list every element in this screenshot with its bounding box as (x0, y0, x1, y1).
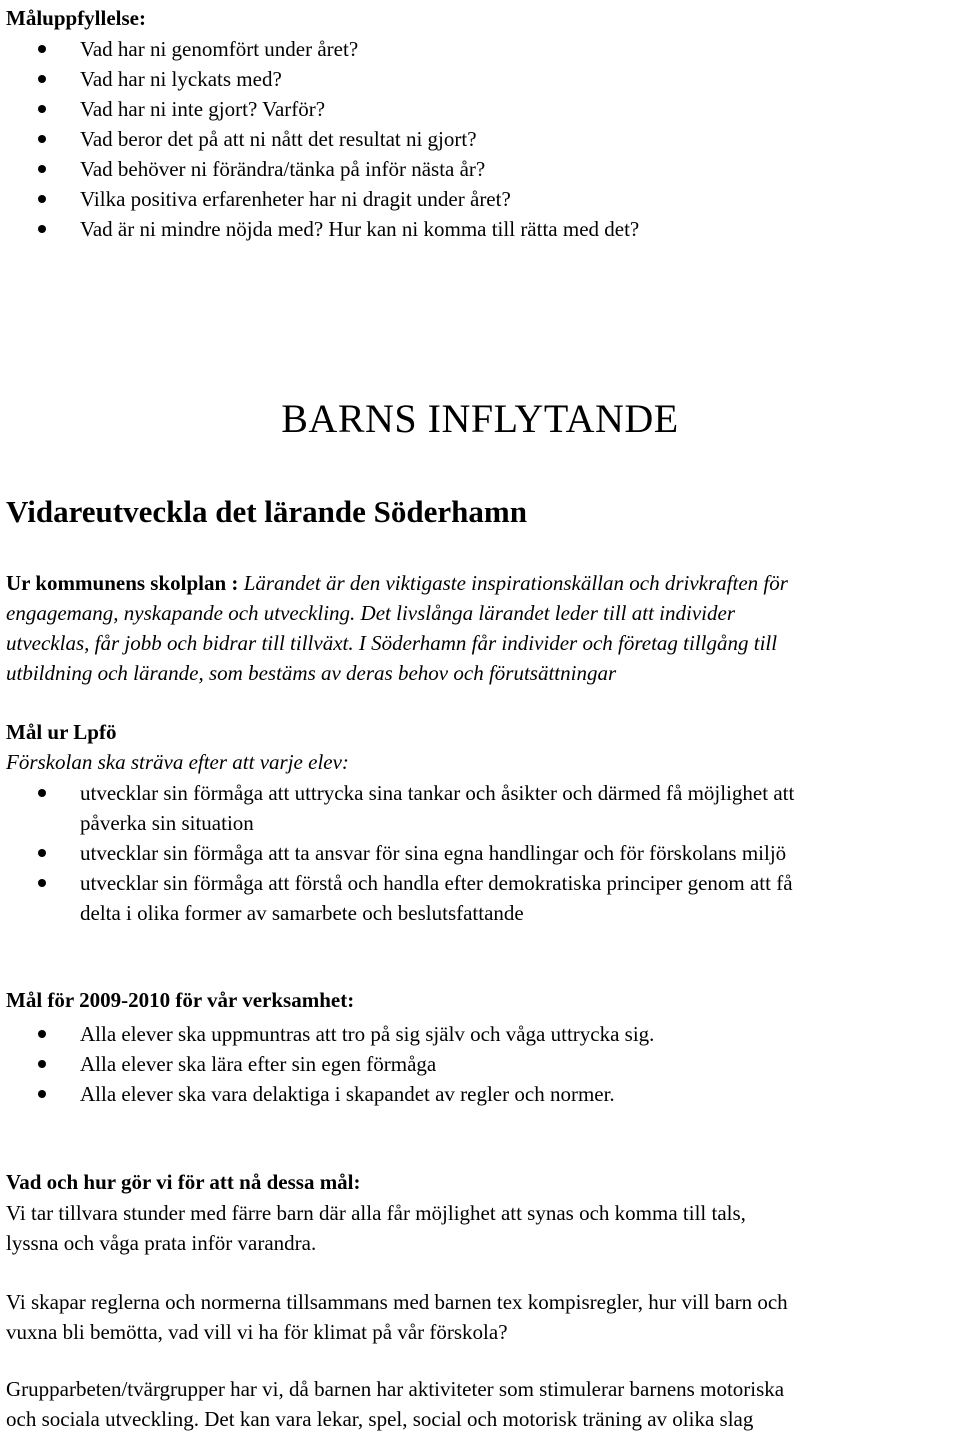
school-plan-paragraph (0, 568, 958, 688)
lpfo-intro: Förskolan ska sträva efter att varje elev: (6, 750, 349, 774)
list-item: utvecklar sin förmåga att förstå och handla efter demokratiska principer genom att få delta i olika former av samarbete och beslutsfattande (0, 868, 950, 928)
school-plan-line: utbildning och lärande, som bestäms av deras behov och förutsättningar (6, 661, 617, 685)
bullet-icon (38, 1060, 46, 1068)
page-subtitle: Vidareutveckla det lärande Söderhamn (6, 494, 527, 529)
list-item: Vad beror det på att ni nått det resultat ni gjort? (0, 124, 950, 154)
school-plan-label: Ur kommunens skolplan : (6, 571, 239, 595)
lpfo-heading: Mål ur Lpfö (6, 720, 117, 744)
list-item: Vad är ni mindre nöjda med? Hur kan ni komma till rätta med det? (0, 214, 950, 244)
list-item: Vad har ni inte gjort? Varför? (0, 94, 950, 124)
goals-2009-heading: Mål för 2009-2010 för vår verksamhet: (6, 988, 355, 1012)
bullet-icon (38, 789, 46, 797)
list-item: Alla elever ska vara delaktiga i skapandet av regler och normer. (0, 1079, 950, 1109)
bullet-icon (38, 879, 46, 887)
actions-paragraph: Vi tar tillvara stunder med färre barn där alla får möjlighet att synas och komma till tals, lyssna och våga prata inför varandra. (6, 1201, 746, 1255)
list-item: Vad har ni lyckats med? (0, 64, 950, 94)
school-plan-line: engagemang, nyskapande och utveckling. Det livslånga lärandet leder till att individer (6, 601, 736, 625)
bullet-icon (38, 135, 46, 143)
actions-paragraph: Grupparbeten/tvärgrupper har vi, då barnen har aktiviteter som stimulerar barnens motoriska och sociala utveckling. Det kan vara lekar, spel, social och motorisk träning av olika slag (6, 1377, 785, 1431)
bullet-icon (38, 195, 46, 203)
lpfo-list (0, 778, 950, 928)
goal-fulfillment-list (0, 34, 950, 244)
section-title: BARNS INFLYTANDE (281, 396, 679, 441)
bullet-icon (38, 849, 46, 857)
bullet-icon (38, 75, 46, 83)
bullet-icon (38, 1090, 46, 1098)
bullet-icon (38, 165, 46, 173)
list-item: Vad behöver ni förändra/tänka på inför nästa år? (0, 154, 950, 184)
list-item: utvecklar sin förmåga att ta ansvar för sina egna handlingar och för förskolans miljö (0, 838, 950, 868)
goal-fulfillment-heading: Måluppfyllelse: (6, 6, 146, 30)
bullet-icon (38, 45, 46, 53)
goals-2009-list (0, 1019, 950, 1109)
list-item: utvecklar sin förmåga att uttrycka sina tankar och åsikter och därmed få möjlighet att påverka sin situation (0, 778, 950, 838)
list-item: Vad har ni genomfört under året? (0, 34, 950, 64)
list-item: Alla elever ska lära efter sin egen förmåga (0, 1049, 950, 1079)
list-item: Alla elever ska uppmuntras att tro på sig själv och våga uttrycka sig. (0, 1019, 950, 1049)
actions-paragraph: Vi skapar reglerna och normerna tillsammans med barnen tex kompisregler, hur vill barn och vuxna bli bemötta, vad vill vi ha för klimat på vår förskola? (6, 1290, 788, 1344)
school-plan-line: Ur kommunens skolplan : Lärandet är den viktigaste inspirationskällan och drivkraften för (6, 571, 788, 595)
bullet-icon (38, 105, 46, 113)
school-plan-line: utvecklas, får jobb och bidrar till tillväxt. I Söderhamn får individer och företag tillgång till (6, 631, 778, 655)
actions-heading: Vad och hur gör vi för att nå dessa mål: (6, 1170, 361, 1194)
bullet-icon (38, 1030, 46, 1038)
bullet-icon (38, 225, 46, 233)
list-item: Vilka positiva erfarenheter har ni dragit under året? (0, 184, 950, 214)
